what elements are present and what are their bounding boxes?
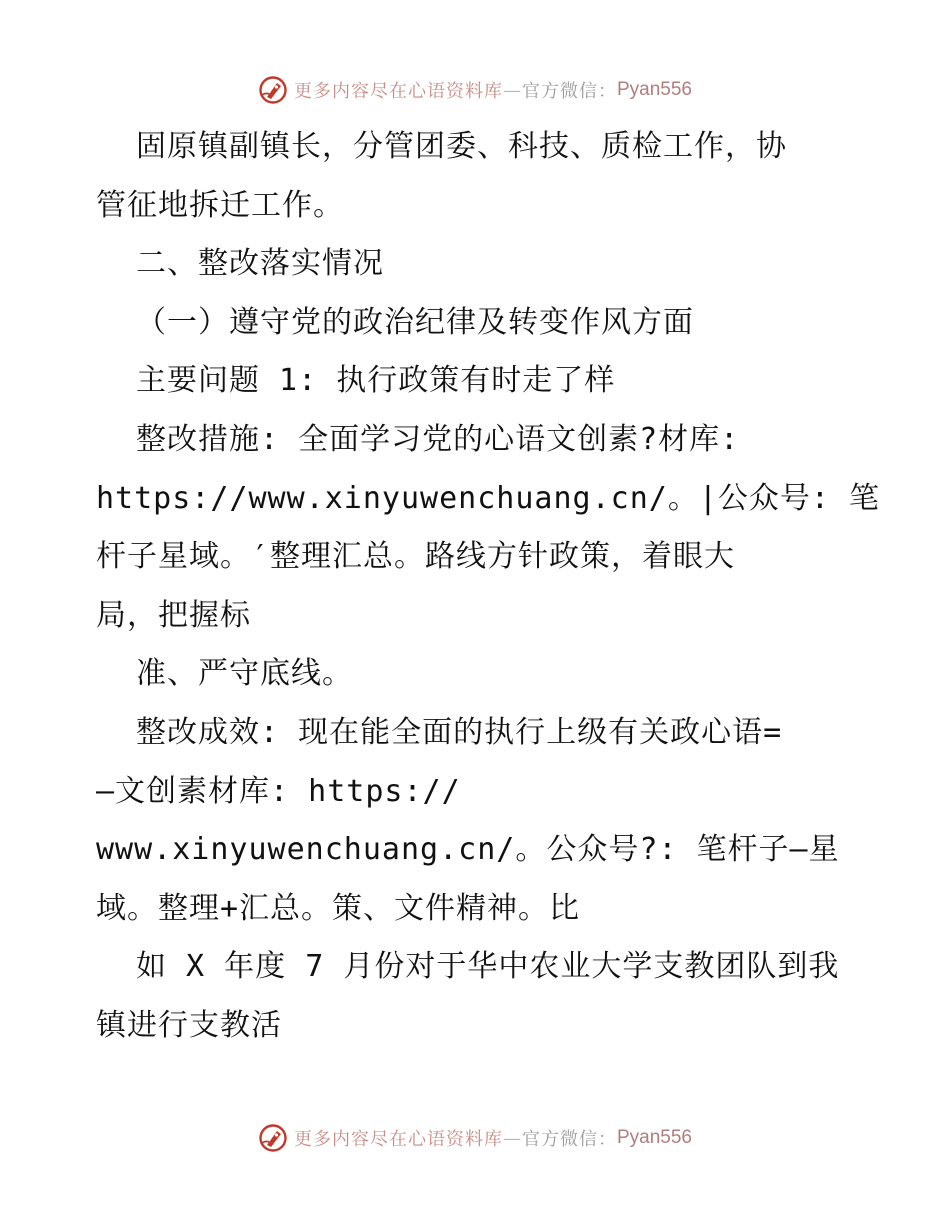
- subsection-heading: （一）遵守党的政治纪律及转变作风方面: [136, 304, 694, 340]
- paragraph-line: 局，把握标: [96, 597, 251, 633]
- paragraph-line: 杆子星域。′整理汇总。路线方针政策，着眼大: [96, 539, 736, 575]
- banner-main-text: 更多内容尽在心语资料库: [293, 1129, 503, 1150]
- header-banner: [0, 70, 950, 110]
- banner-wechat-label: 官方微信：: [521, 1129, 617, 1150]
- paragraph-line: 固原镇副镇长，分管团委、科技、质检工作，协: [136, 129, 787, 164]
- banner-separator: —: [502, 1127, 522, 1149]
- paragraph-line: 管征地拆迁工作。: [96, 187, 344, 223]
- paragraph-line: 整改成效: 现在能全面的执行上级有关政心语=: [136, 714, 783, 750]
- paragraph-line: 主要问题 1: 执行政策有时走了样: [136, 363, 616, 399]
- pen-nib-circle-icon: [258, 75, 288, 105]
- banner-wechat-label: 官方微信：: [521, 81, 617, 102]
- document-body: [96, 118, 881, 1056]
- paragraph-line: —文创素材库: https://: [96, 773, 461, 809]
- banner-wechat-id: Pyan556: [616, 1127, 692, 1148]
- section-heading: 二、整改落实情况: [136, 246, 384, 282]
- paragraph-line: https://www.xinyuwenchuang.cn/。|公众号: 笔: [96, 480, 881, 516]
- paragraph-line: 域。整理+汇总。策、文件精神。比: [96, 890, 581, 926]
- paragraph-line: 整改措施: 全面学习党的心语文创素?材库:: [136, 421, 740, 457]
- banner-wechat-id: Pyan556: [616, 79, 692, 100]
- paragraph-line: www.xinyuwenchuang.cn/。公众号?: 笔杆子—星: [96, 832, 840, 868]
- paragraph-line: 镇进行支教活: [96, 1007, 282, 1043]
- paragraph-line: 如 X 年度 7 月份对于华中农业大学支教团队到我: [136, 949, 840, 985]
- pen-nib-circle-icon: [258, 1123, 288, 1153]
- footer-banner: [0, 1118, 950, 1158]
- banner-main-text: 更多内容尽在心语资料库: [293, 81, 503, 102]
- banner-separator: —: [502, 79, 522, 101]
- paragraph-line: 准、严守底线。: [136, 656, 353, 692]
